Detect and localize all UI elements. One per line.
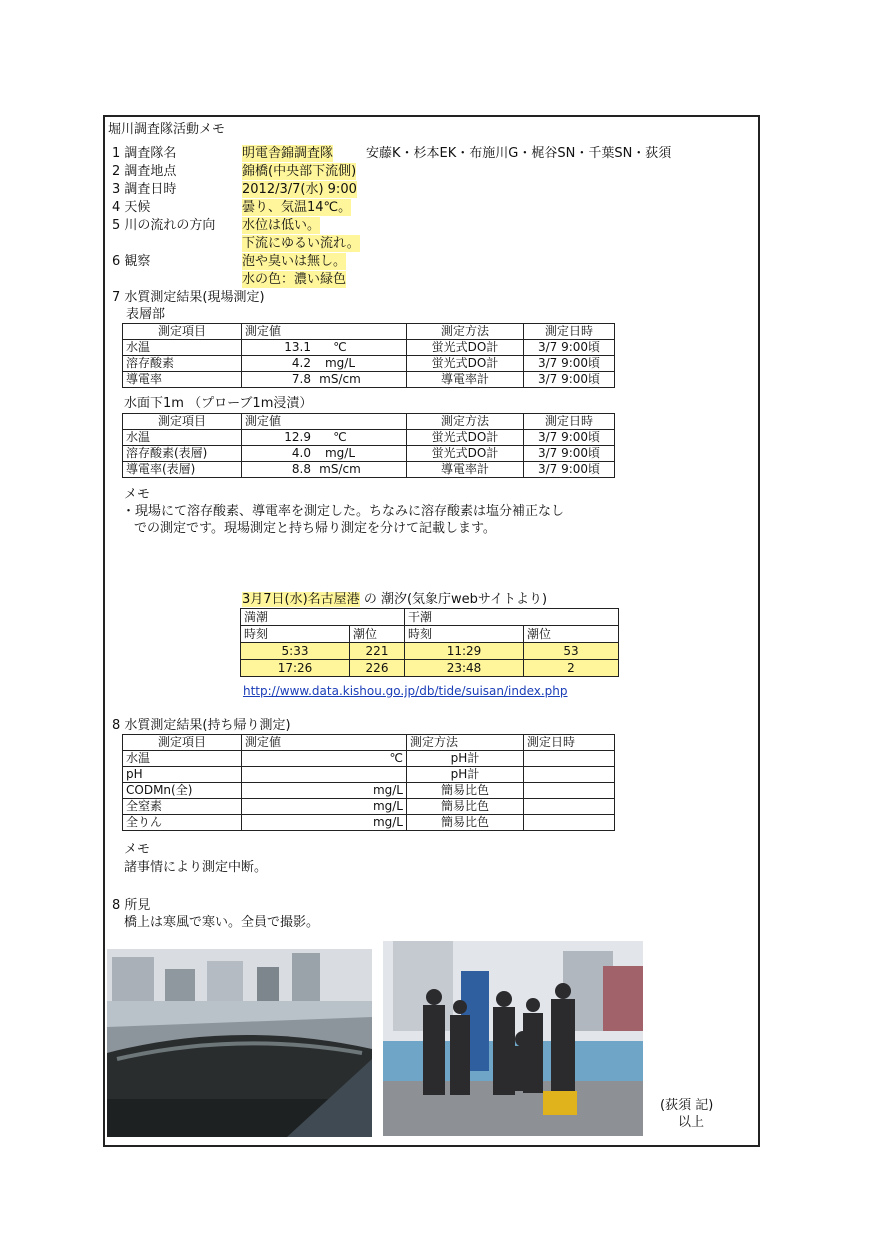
value-cell (242, 356, 407, 372)
tide-table (240, 608, 619, 677)
unit: mS/cm (319, 462, 361, 476)
table-row (241, 643, 619, 660)
header-cell-label: 測定値 (245, 414, 282, 428)
bridge-photo (107, 949, 372, 1137)
method-cell: 導電率計 (407, 462, 524, 478)
header-cell: 測定日時 (524, 735, 615, 751)
low-level-cell: 53 (524, 643, 619, 660)
unit-cell: mg/L (242, 815, 407, 831)
table-header-row (241, 626, 619, 643)
method-cell: pH計 (407, 767, 524, 783)
info-value: 曇り、気温14℃。 (242, 200, 352, 215)
method-cell: 蛍光式DO計 (407, 340, 524, 356)
table-row (123, 340, 615, 356)
header-cell: 測定項目 (123, 324, 242, 340)
unit: ℃ (333, 340, 347, 354)
header-cell: 時刻 (241, 626, 350, 643)
table-row (123, 783, 615, 799)
group-photo (383, 941, 643, 1136)
item-cell: 全窒素 (123, 799, 242, 815)
table-row (241, 660, 619, 677)
document-title: 堀川調査隊活動メモ (108, 122, 226, 137)
table-row (123, 767, 615, 783)
group-photo-svg (383, 941, 643, 1136)
table-row (123, 751, 615, 767)
section7-heading: 7 水質測定結果(現場測定) (112, 290, 265, 305)
method-cell: 蛍光式DO計 (407, 356, 524, 372)
info-value-2: 下流にゆるい流れ。 (242, 236, 360, 251)
item-cell: 溶存酸素(表層) (123, 446, 242, 462)
table-row (123, 372, 615, 388)
memo-line: ・現場にて溶存酸素、導電率を測定した。ちなみに溶存酸素は塩分補正なし (122, 504, 565, 519)
item-cell: 溶存酸素 (123, 356, 242, 372)
surface-table (122, 323, 615, 388)
header-cell: 測定方法 (407, 414, 524, 430)
unit-cell: mg/L (242, 799, 407, 815)
unit-cell: mg/L (242, 783, 407, 799)
info-label: 5 川の流れの方向 (112, 218, 216, 233)
depth-label: 水面下1m （プローブ1m浸漬） (124, 396, 313, 411)
header-cell: 測定項目 (123, 414, 242, 430)
unit: mg/L (324, 356, 356, 370)
header-cell: 潮位 (350, 626, 405, 643)
item-cell: 全りん (123, 815, 242, 831)
memo-text: 諸事情により測定中断。 (124, 860, 268, 875)
header-cell: 時刻 (405, 626, 524, 643)
header-cell: 測定項目 (123, 735, 242, 751)
tide-title-rest: の 潮汐(気象庁webサイトより) (363, 592, 548, 607)
datetime-cell: 3/7 9:00頃 (524, 462, 615, 478)
method-cell: pH計 (407, 751, 524, 767)
table-header-row (123, 414, 615, 430)
table-header-row (123, 324, 615, 340)
method-cell: 簡易比色 (407, 815, 524, 831)
header-cell (242, 735, 407, 751)
item-cell: 水温 (123, 340, 242, 356)
tide-source-link[interactable]: http://www.data.kishou.go.jp/db/tide/suisan/index.php (243, 684, 568, 698)
datetime-cell (524, 799, 615, 815)
section8-heading: 8 水質測定結果(持ち帰り測定) (112, 718, 291, 733)
value-cell (242, 340, 407, 356)
item-cell: CODMn(全) (123, 783, 242, 799)
unit-cell (242, 767, 407, 783)
bridge-photo-svg (107, 949, 372, 1137)
high-tide-header: 満潮 (241, 609, 405, 626)
table-row (123, 815, 615, 831)
value-cell (242, 446, 407, 462)
high-level-cell: 226 (350, 660, 405, 677)
signature-end: 以上 (678, 1115, 705, 1130)
method-cell: 簡易比色 (407, 799, 524, 815)
method-cell: 導電率計 (407, 372, 524, 388)
low-time-cell: 23:48 (405, 660, 524, 677)
depth-table (122, 413, 615, 478)
datetime-cell: 3/7 9:00頃 (524, 430, 615, 446)
info-label: 1 調査隊名 (112, 146, 177, 161)
header-cell: 測定日時 (524, 414, 615, 430)
item-cell: 導電率 (123, 372, 242, 388)
datetime-cell: 3/7 9:00頃 (524, 340, 615, 356)
value-cell (242, 372, 407, 388)
method-cell: 簡易比色 (407, 783, 524, 799)
unit: ℃ (333, 430, 347, 444)
header-cell (242, 324, 407, 340)
info-value: 錦橋(中央部下流側) (242, 164, 357, 179)
table-header-row (241, 609, 619, 626)
takeback-table (122, 734, 615, 831)
datetime-cell: 3/7 9:00頃 (524, 356, 615, 372)
findings-text: 橋上は寒風で寒い。全員で撮影。 (124, 915, 320, 930)
header-cell (242, 414, 407, 430)
header-cell-label: 測定値 (245, 735, 282, 749)
table-row (123, 446, 615, 462)
table-header-row (123, 735, 615, 751)
memo-label: メモ (124, 487, 151, 502)
item-cell: 水温 (123, 430, 242, 446)
tide-title (242, 591, 547, 608)
info-label: 2 調査地点 (112, 164, 177, 179)
value: 13.1 (284, 340, 311, 354)
signature-author: (荻須 記) (660, 1098, 714, 1113)
value: 8.8 (291, 462, 311, 476)
value: 12.9 (284, 430, 311, 444)
memo-line: での測定です。現場測定と持ち帰り測定を分けて記載します。 (134, 521, 496, 536)
header-cell: 測定方法 (407, 735, 524, 751)
datetime-cell: 3/7 9:00頃 (524, 372, 615, 388)
unit-cell: ℃ (242, 751, 407, 767)
value: 7.8 (291, 372, 311, 386)
info-value-2: 水の色：濃い緑色 (242, 272, 347, 287)
table-row (123, 430, 615, 446)
item-cell: pH (123, 767, 242, 783)
high-time-cell: 5:33 (241, 643, 350, 660)
info-value: 泡や臭いは無し。 (242, 254, 347, 269)
datetime-cell (524, 783, 615, 799)
value: 4.0 (291, 446, 311, 460)
info-value: 2012/3/7(水) 9:00 (242, 182, 357, 197)
datetime-cell (524, 815, 615, 831)
info-value: 明電舎錦調査隊 (242, 146, 334, 161)
value-cell (242, 430, 407, 446)
info-value: 水位は低い。 (242, 218, 321, 233)
low-level-cell: 2 (524, 660, 619, 677)
low-tide-header: 干潮 (405, 609, 619, 626)
value: 4.2 (291, 356, 311, 370)
value-cell (242, 462, 407, 478)
method-cell: 蛍光式DO計 (407, 430, 524, 446)
table-row (123, 462, 615, 478)
unit: mg/L (324, 446, 356, 460)
unit: mS/cm (319, 372, 361, 386)
info-extra: 安藤K・杉本EK・布施川G・梶谷SN・千葉SN・荻須 (366, 146, 672, 161)
datetime-cell (524, 767, 615, 783)
header-cell: 測定方法 (407, 324, 524, 340)
low-time-cell: 11:29 (405, 643, 524, 660)
header-cell-label: 測定値 (245, 324, 282, 338)
findings-heading: 8 所見 (112, 898, 151, 913)
table-row (123, 799, 615, 815)
info-label: 4 天候 (112, 200, 151, 215)
header-cell: 測定日時 (524, 324, 615, 340)
info-label: 6 観察 (112, 254, 151, 269)
item-cell: 水温 (123, 751, 242, 767)
method-cell: 蛍光式DO計 (407, 446, 524, 462)
memo-label: メモ (124, 842, 151, 857)
item-cell: 導電率(表層) (123, 462, 242, 478)
surface-label: 表層部 (126, 307, 166, 322)
header-cell: 潮位 (524, 626, 619, 643)
tide-title-highlight: 3月7日(水)名古屋港 (242, 592, 360, 607)
info-label: 3 調査日時 (112, 182, 177, 197)
table-row (123, 356, 615, 372)
datetime-cell: 3/7 9:00頃 (524, 446, 615, 462)
datetime-cell (524, 751, 615, 767)
high-level-cell: 221 (350, 643, 405, 660)
high-time-cell: 17:26 (241, 660, 350, 677)
